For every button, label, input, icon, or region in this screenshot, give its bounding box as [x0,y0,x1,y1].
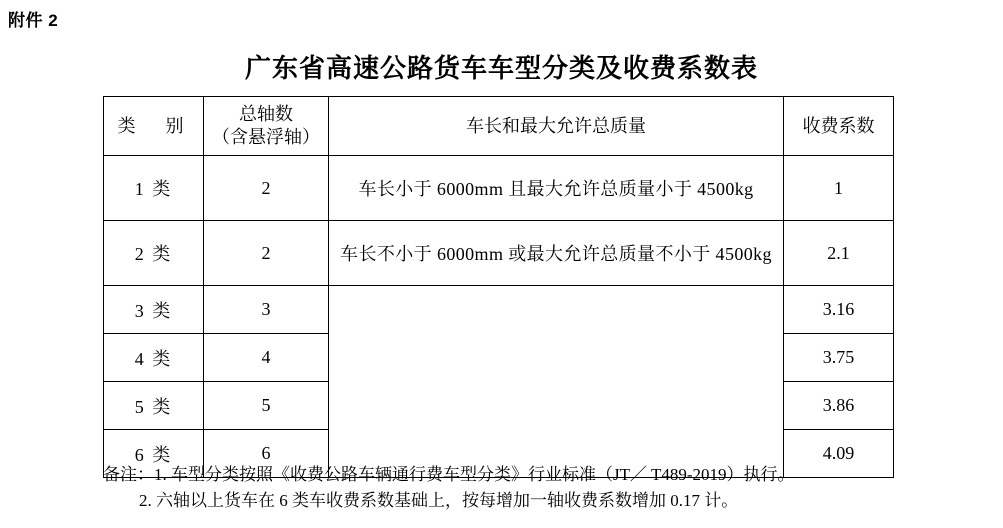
table-body [104,156,894,478]
row-category-label: 2 类 [134,244,173,264]
cell-axles: 4 [204,334,329,382]
cell-axles: 2 [204,156,329,221]
cell-category [104,156,204,221]
cell-category [104,221,204,286]
fee-table [103,96,894,478]
cell-coefficient: 2.1 [784,221,894,286]
cell-axles: 2 [204,221,329,286]
cell-category [104,382,204,430]
header-label-axles-line1: 总轴数 [239,103,293,124]
table-row [104,156,894,221]
cell-description: 车长不小于 6000mm 或最大允许总质量不小于 4500kg [329,221,784,286]
header-cell-fee-coefficient [784,97,894,156]
header-label-axles-line2: （含悬浮轴） [212,127,320,147]
cell-category [104,334,204,382]
row-category-label: 4 类 [134,348,173,369]
table-row [104,286,894,334]
table-header [104,97,894,156]
cell-axles: 5 [204,382,329,430]
note-line-2: 2. 六轴以上货车在 6 类车收费系数基础上，按每增加一轴收费系数增加 0.17 计。 [139,491,739,511]
header-cell-dimensions [329,97,784,156]
header-cell-category [104,97,204,156]
header-label-category: 类 别 [117,115,190,136]
cell-axles: 3 [204,286,329,334]
cell-category [104,286,204,334]
cell-coefficient: 3.86 [784,382,894,430]
row-category-label: 6 类 [134,444,173,465]
attachment-label: 附件 2 [8,11,59,30]
cell-coefficient: 1 [784,156,894,221]
row-category-label: 1 类 [134,179,173,199]
row-category-label: 5 类 [134,396,173,417]
fee-table-container [103,96,893,478]
table-notes [103,462,933,515]
header-label-dimensions: 车长和最大允许总质量 [466,115,646,136]
table-header-row [104,97,894,156]
table-row [104,221,894,286]
header-cell-axles [204,97,329,156]
cell-description: 车长小于 6000mm 且最大允许总质量小于 4500kg [329,156,784,221]
page-title: 广东省高速公路货车车型分类及收费系数表 [244,54,758,83]
header-label-fee-coefficient: 收费系数 [802,115,875,136]
row-category-label: 3 类 [134,300,173,321]
cell-description-empty [329,286,784,478]
cell-coefficient: 4.09 [784,430,894,478]
cell-axles: 6 [204,430,329,478]
cell-coefficient: 3.16 [784,286,894,334]
cell-coefficient: 3.75 [784,334,894,382]
note-line-1: 备注：1. 车型分类按照《收费公路车辆通行费车型分类》行业标准（JT／ T489-2019）执行。 [103,465,795,484]
